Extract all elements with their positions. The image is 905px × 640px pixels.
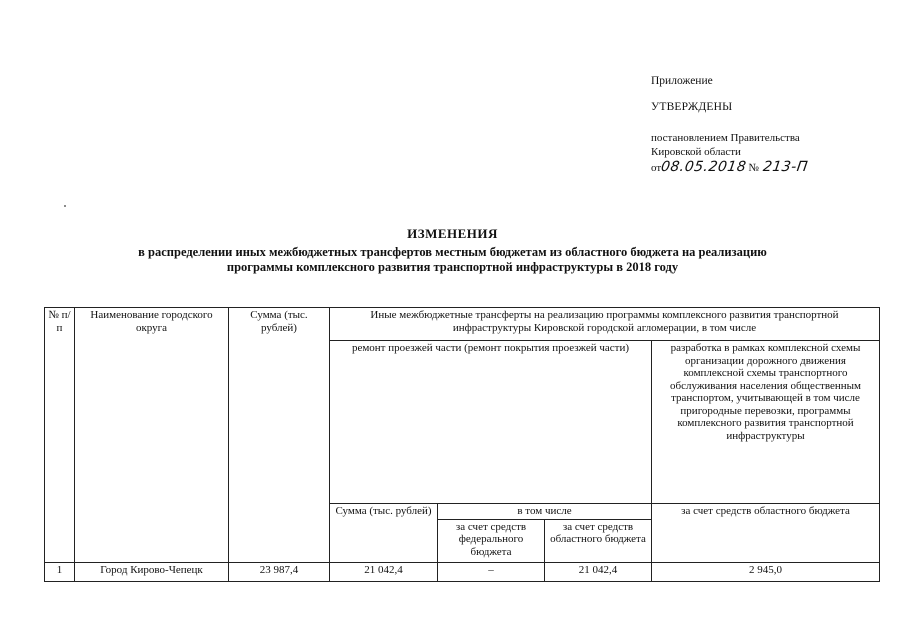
handwritten-number: 213-П bbox=[761, 159, 809, 175]
header-cell-federal: за счет средств федерального бюджета bbox=[438, 519, 545, 562]
row-regional: 21 042,4 bbox=[545, 563, 652, 582]
row-federal: – bbox=[438, 563, 545, 582]
header-cell-other-transfers: Иные межбюджетные трансферты на реализацию программы комплексного развития транспортной инфраструктуры Кировской городской агломерации, в том числе bbox=[330, 308, 880, 341]
decree-date-line bbox=[651, 160, 808, 175]
decree-reference bbox=[651, 131, 800, 159]
row-repair-sum: 21 042,4 bbox=[330, 563, 438, 582]
header-cell-num: № п/п bbox=[45, 308, 75, 563]
table-row bbox=[45, 563, 880, 582]
subtitle-line-2: программы комплексного развития транспортной инфраструктуры в 2018 году bbox=[226, 260, 679, 274]
header-cell-dev-regional: за счет средств областного бюджета bbox=[652, 504, 880, 563]
header-cell-regional: за счет средств областного бюджета bbox=[550, 520, 646, 545]
header-cell-including: в том числе bbox=[438, 504, 651, 519]
header-cell-name: Наименование городского округа bbox=[75, 308, 229, 563]
appendix-label: Приложение bbox=[651, 75, 713, 87]
row-num: 1 bbox=[45, 563, 75, 582]
subtitle-line-1: в распределении иных межбюджетных трансфертов местным бюджетам из областного бюджета на реализацию bbox=[138, 245, 767, 259]
date-prefix: от bbox=[651, 162, 662, 174]
approved-label: УТВЕРЖДЕНЫ bbox=[651, 101, 733, 113]
document-title: ИЗМЕНЕНИЯ bbox=[407, 226, 498, 241]
header-cell-sum: Сумма (тыс. рублей) bbox=[229, 308, 330, 563]
transfers-table bbox=[44, 307, 880, 582]
handwritten-date: 08.05.2018 bbox=[660, 159, 748, 175]
header-row-1 bbox=[45, 308, 880, 341]
including-subtable bbox=[438, 504, 651, 562]
header-cell-repair: ремонт проезжей части (ремонт покрытия проезжей части) bbox=[330, 341, 652, 504]
document-subtitle bbox=[40, 245, 865, 275]
header-cell-development: разработка в рамках комплексной схемы организации дорожного движения комплексной схемы транспортного обслуживания населения общественным транспортом, учитывающей в том числе пригородные перевозки, программы комплексного развития транспортной инфраструктуры bbox=[652, 341, 880, 504]
row-sum: 23 987,4 bbox=[229, 563, 330, 582]
row-name: Город Кирово-Чепецк bbox=[75, 563, 229, 582]
number-sign: № bbox=[748, 162, 759, 174]
header-cell-including-group bbox=[438, 504, 652, 563]
header-cell-repair-sum: Сумма (тыс. рублей) bbox=[330, 504, 438, 563]
row-dev-regional: 2 945,0 bbox=[652, 563, 880, 582]
scan-speck bbox=[64, 205, 66, 207]
decree-line-1: постановлением Правительства bbox=[651, 132, 800, 144]
decree-line-2: Кировской области bbox=[651, 146, 741, 158]
